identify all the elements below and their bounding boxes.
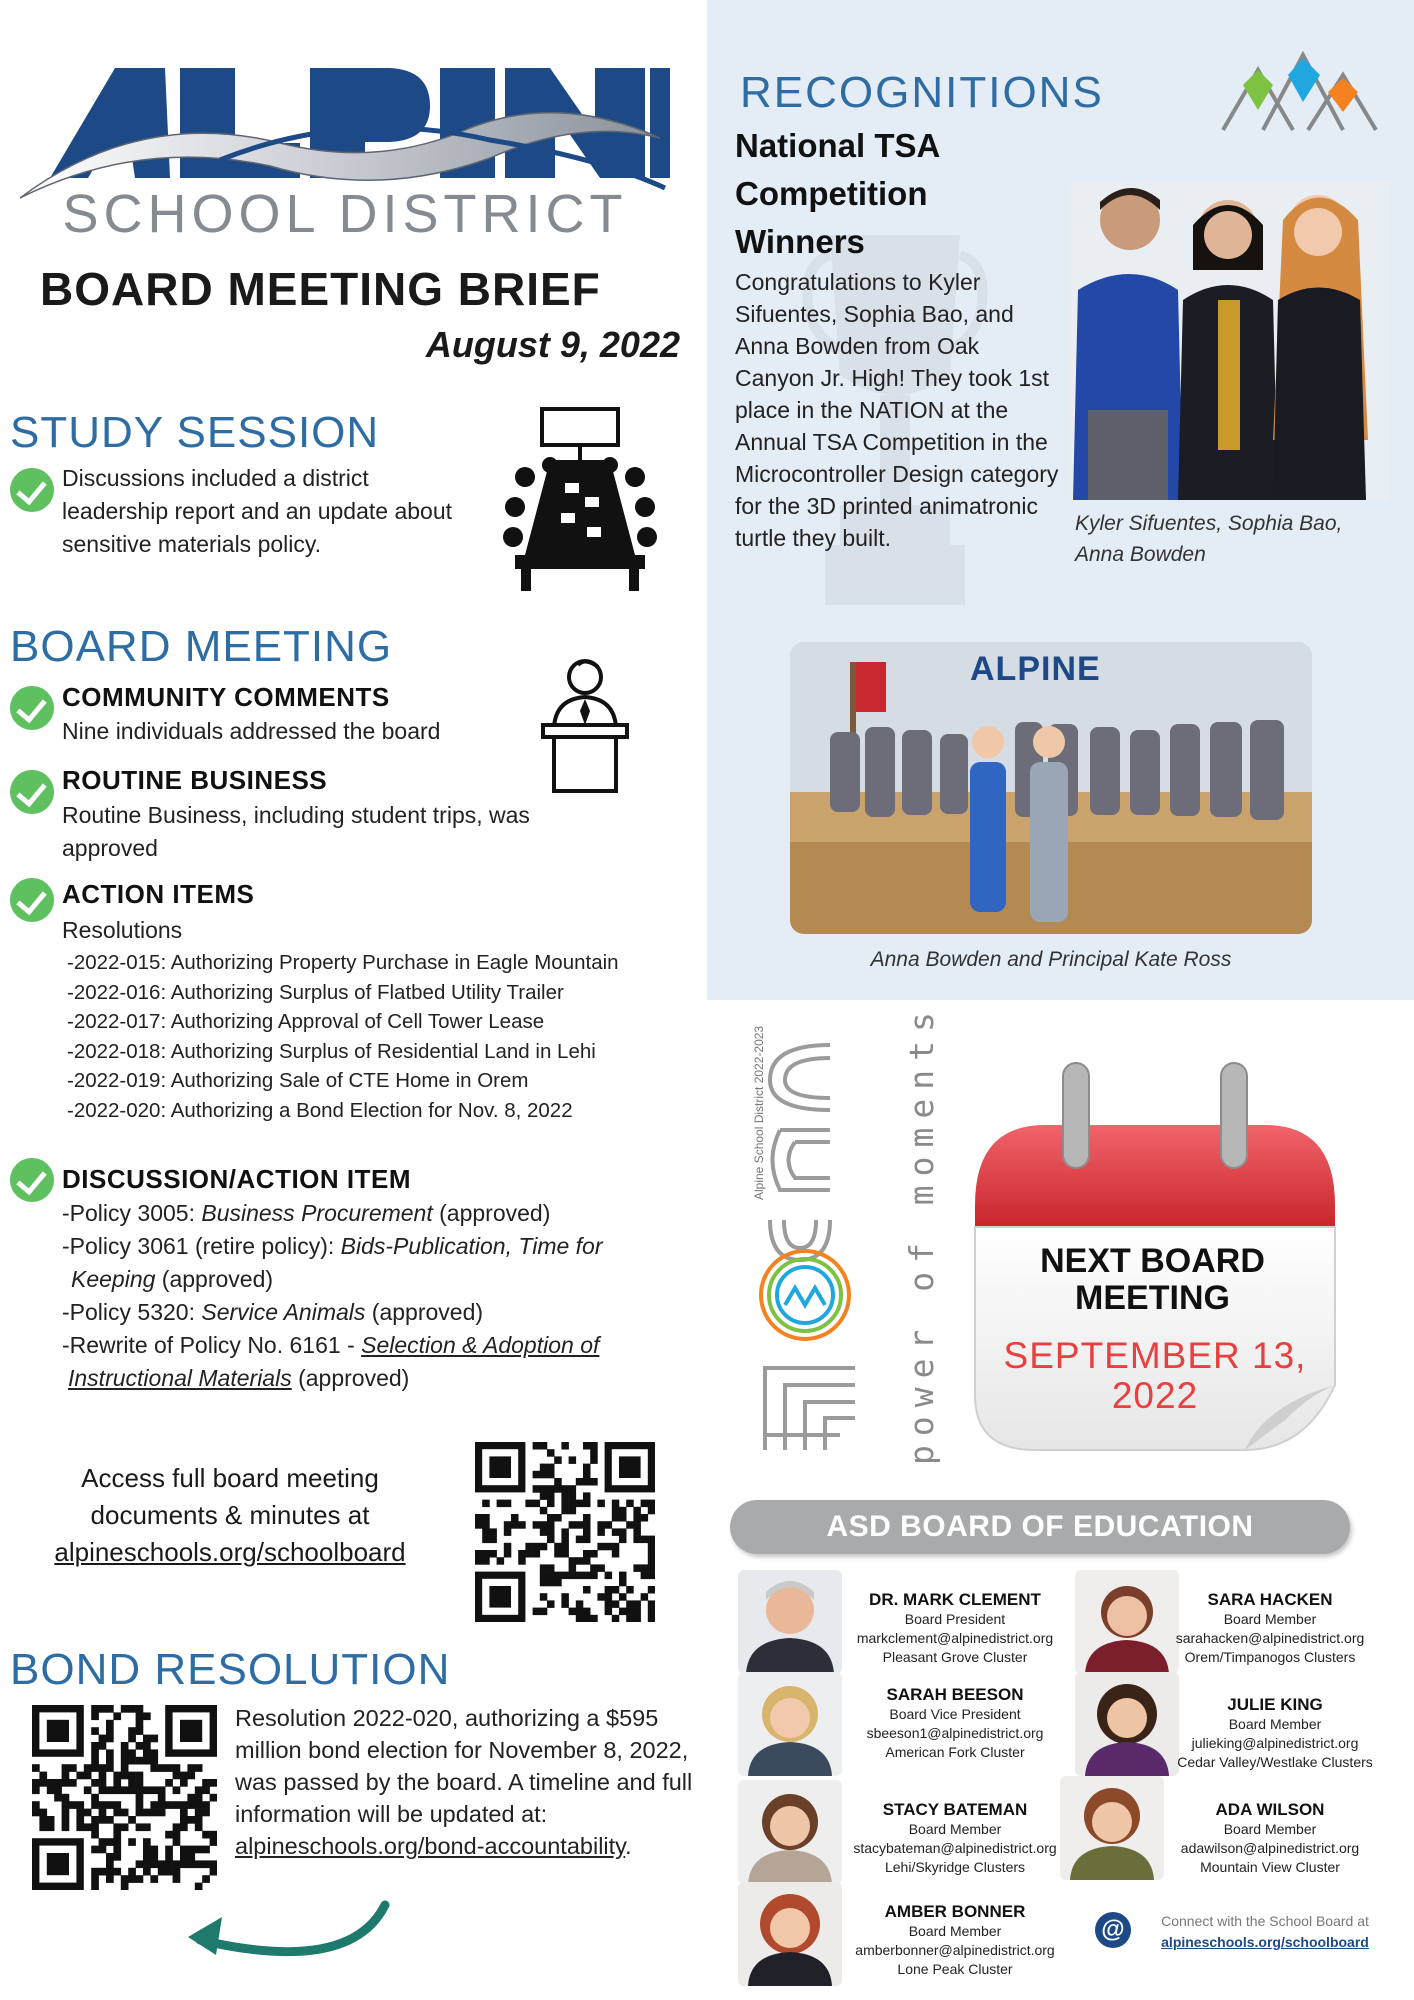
member-role: Board Member bbox=[1223, 1821, 1317, 1837]
community-comments-text: Nine individuals addressed the board bbox=[62, 718, 441, 744]
meeting-date: August 9, 2022 bbox=[425, 324, 680, 365]
check-icon bbox=[10, 770, 54, 814]
member-email[interactable]: sbeeson1@alpinedistrict.org bbox=[866, 1725, 1044, 1741]
connect-link[interactable]: alpineschools.org/schoolboard bbox=[1161, 1934, 1369, 1950]
next-meeting-date: SEPTEMBER 13, 2022 bbox=[1003, 1335, 1307, 1416]
policy-6161-link-cont[interactable]: Instructional Materials bbox=[68, 1365, 292, 1391]
district-logo bbox=[20, 48, 670, 244]
policy-item-cont: Keeping (approved) bbox=[71, 1266, 274, 1292]
check-icon bbox=[10, 468, 54, 512]
bond-text: Resolution 2022-020, authorizing a $595 million bond election for November 8, 2022, was passed by the board. A timeline and full information will be updated at: bbox=[235, 1705, 693, 1827]
discussion-list bbox=[62, 1197, 702, 1395]
schoolboard-qr-code[interactable] bbox=[475, 1442, 655, 1622]
member-role: Board Member bbox=[908, 1821, 1002, 1837]
member-email[interactable]: sarahacken@alpinedistrict.org bbox=[1175, 1630, 1365, 1646]
mountains-icon bbox=[1218, 50, 1378, 135]
member-cluster: Mountain View Cluster bbox=[1200, 1859, 1340, 1875]
routine-business-text: Routine Business, including student trips, was approved bbox=[62, 802, 530, 861]
bond-accountability-link[interactable]: alpineschools.org/bond-accountability bbox=[235, 1833, 626, 1859]
member-name: AMBER BONNER bbox=[884, 1902, 1026, 1921]
policy-item: -Rewrite of Policy No. 6161 - Selection & Adoption of bbox=[62, 1332, 600, 1358]
member-cluster: American Fork Cluster bbox=[885, 1744, 1025, 1760]
page-title: BOARD MEETING BRIEF bbox=[40, 263, 601, 315]
member-role: Board Vice President bbox=[889, 1706, 1021, 1722]
bond-qr-code[interactable] bbox=[32, 1705, 217, 1890]
study-session-heading: STUDY SESSION bbox=[10, 408, 380, 457]
meeting-table-icon bbox=[495, 405, 665, 595]
member-email[interactable]: adawilson@alpinedistrict.org bbox=[1180, 1840, 1360, 1856]
bond-resolution-heading: BOND RESOLUTION bbox=[10, 1645, 451, 1694]
next-meeting-title: NEXT BOARD MEETING bbox=[1040, 1242, 1265, 1317]
policy-item: -Policy 5320: Service Animals (approved) bbox=[62, 1299, 484, 1325]
policy-6161-link[interactable]: Selection & Adoption of bbox=[361, 1332, 600, 1358]
board-member bbox=[1160, 1590, 1380, 1667]
access-line: Access full board meeting bbox=[81, 1463, 379, 1493]
member-name: SARA HACKEN bbox=[1207, 1590, 1333, 1609]
recognition-text: Congratulations to Kyler Sifuentes, Sophia Bao, and Anna Bowden from Oak Canyon Jr. High! They took 1st place in the NATION at the Annual TSA Competition in the Microcontroller Design category for the 3D printed animatronic turtle they built. bbox=[735, 269, 1059, 551]
member-cluster: Lone Peak Cluster bbox=[897, 1961, 1013, 1977]
resolution-item: -2022-019: Authorizing Sale of CTE Home in Orem bbox=[67, 1069, 529, 1092]
avatar bbox=[738, 1570, 842, 1674]
board-meeting-heading: BOARD MEETING bbox=[10, 622, 393, 671]
avatar bbox=[1060, 1776, 1164, 1880]
member-name: ADA WILSON bbox=[1215, 1800, 1325, 1819]
resolution-item: -2022-020: Authorizing a Bond Election for Nov. 8, 2022 bbox=[67, 1098, 573, 1122]
students-photo bbox=[1068, 180, 1390, 500]
board-member bbox=[845, 1590, 1065, 1667]
recognitions-heading: RECOGNITIONS bbox=[740, 68, 1104, 117]
member-email[interactable]: amberbonner@alpinedistrict.org bbox=[855, 1942, 1055, 1958]
bond-period: . bbox=[625, 1833, 632, 1859]
member-cluster: Pleasant Grove Cluster bbox=[882, 1649, 1028, 1665]
board-of-education-heading: ASD BOARD OF EDUCATION bbox=[826, 1510, 1254, 1543]
check-icon bbox=[10, 878, 54, 922]
access-line: documents & minutes at bbox=[90, 1500, 370, 1530]
connect-text: Connect with the School Board at bbox=[1161, 1913, 1369, 1929]
study-session-text: Discussions included a district leadership report and an update about sensitive materials policy. bbox=[62, 465, 453, 557]
curved-arrow-icon bbox=[180, 1895, 400, 1975]
connect-icon: @ bbox=[1095, 1912, 1131, 1948]
member-name: JULIE KING bbox=[1227, 1695, 1323, 1714]
member-cluster: Cedar Valley/Westlake Clusters bbox=[1177, 1754, 1373, 1770]
board-member bbox=[845, 1800, 1065, 1877]
avatar bbox=[738, 1672, 842, 1776]
member-role: Board Member bbox=[1228, 1716, 1322, 1732]
member-cluster: Lehi/Skyridge Clusters bbox=[884, 1859, 1026, 1875]
member-name: SARAH BEESON bbox=[886, 1685, 1024, 1704]
community-comments-title: COMMUNITY COMMENTS bbox=[62, 682, 390, 712]
schoolboard-link[interactable]: alpineschools.org/schoolboard bbox=[54, 1537, 406, 1567]
resolution-item: -2022-016: Authorizing Surplus of Flatbed Utility Trailer bbox=[67, 980, 564, 1004]
member-name: DR. MARK CLEMENT bbox=[869, 1590, 1041, 1609]
recognition-title: National TSA Competition Winners bbox=[735, 127, 940, 260]
board-of-education-banner bbox=[730, 1500, 1350, 1554]
member-email[interactable]: julieking@alpinedistrict.org bbox=[1191, 1735, 1359, 1751]
routine-business-title: ROUTINE BUSINESS bbox=[62, 765, 328, 795]
access-documents bbox=[20, 1460, 440, 1571]
bond-resolution-text bbox=[235, 1702, 710, 1862]
board-member bbox=[845, 1902, 1065, 1979]
check-icon bbox=[10, 1158, 54, 1202]
resolution-item: -2022-017: Authorizing Approval of Cell Tower Lease bbox=[67, 1010, 545, 1033]
photo-banner-text: ALPINE bbox=[970, 650, 1101, 688]
focus-tagline: power of moments bbox=[902, 1003, 941, 1465]
resolutions-label: Resolutions bbox=[62, 917, 183, 943]
board-photo-caption: Anna Bowden and Principal Kate Ross bbox=[870, 948, 1232, 971]
discussion-title: DISCUSSION/ACTION ITEM bbox=[62, 1164, 412, 1194]
member-role: Board Member bbox=[1223, 1611, 1317, 1627]
focus-side-label: Alpine School District 2022-2023 bbox=[752, 1025, 766, 1200]
policy-item: -Policy 3061 (retire policy): Bids-Publication, Time for bbox=[62, 1233, 603, 1259]
avatar bbox=[738, 1780, 842, 1884]
resolutions-list bbox=[67, 948, 619, 1125]
policy-item-cont: Instructional Materials (approved) bbox=[68, 1365, 410, 1391]
board-member bbox=[845, 1685, 1065, 1762]
board-member bbox=[1160, 1800, 1380, 1877]
policy-item: -Policy 3005: Business Procurement (approved) bbox=[62, 1200, 551, 1226]
action-items-title: ACTION ITEMS bbox=[62, 879, 255, 909]
member-email[interactable]: markclement@alpinedistrict.org bbox=[856, 1630, 1054, 1646]
member-role: Board Member bbox=[908, 1923, 1002, 1939]
member-name: STACY BATEMAN bbox=[882, 1800, 1028, 1819]
logo-subtitle: SCHOOL DISTRICT bbox=[62, 184, 628, 244]
member-email[interactable]: stacybateman@alpinedistrict.org bbox=[853, 1840, 1057, 1856]
member-role: Board President bbox=[904, 1611, 1006, 1627]
check-icon bbox=[10, 686, 54, 730]
students-photo-caption: Kyler Sifuentes, Sophia Bao, Anna Bowden bbox=[1075, 512, 1343, 566]
resolution-item: -2022-015: Authorizing Property Purchase in Eagle Mountain bbox=[67, 951, 619, 974]
board-group-photo bbox=[790, 642, 1312, 934]
member-cluster: Orem/Timpanogos Clusters bbox=[1184, 1649, 1356, 1665]
board-member bbox=[1160, 1695, 1390, 1772]
resolution-item: -2022-018: Authorizing Surplus of Residential Land in Lehi bbox=[67, 1039, 596, 1063]
avatar bbox=[738, 1882, 842, 1986]
podium-speaker-icon bbox=[540, 655, 630, 795]
